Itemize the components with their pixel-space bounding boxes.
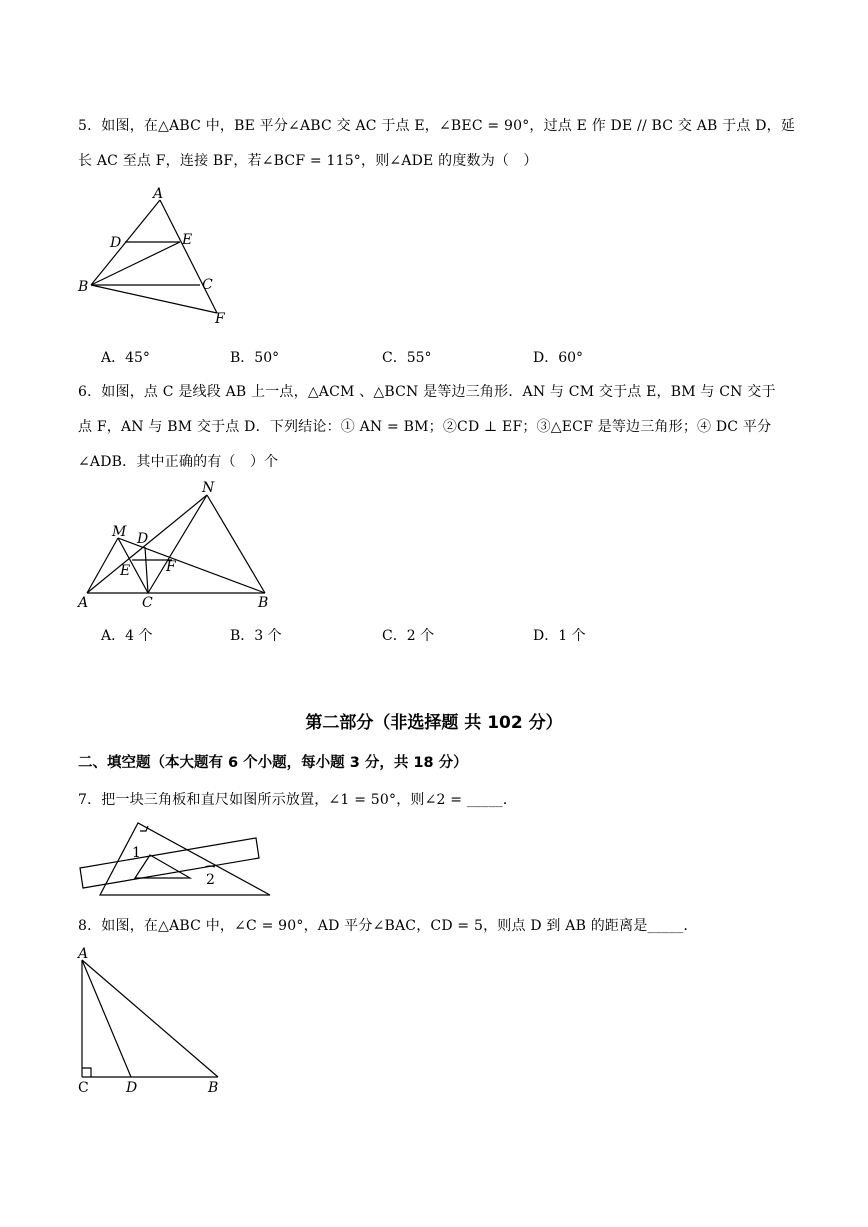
q6-option-a[interactable]: A．4 个 [101, 628, 153, 644]
q6-option-b[interactable]: B．3 个 [230, 628, 282, 644]
q5-label-b: B [78, 279, 89, 295]
q6-option-c[interactable]: C．2 个 [382, 628, 435, 644]
q6-label-c: C [142, 595, 153, 611]
q5-option-b[interactable]: B．50° [230, 350, 280, 366]
q5-text-line2: 长 AC 至点 F，连接 BF，若∠BCF = 115°，则∠ADE 的度数为（ ） [78, 153, 538, 169]
q6-label-a: A [78, 595, 89, 611]
q5-label-d: D [110, 235, 122, 251]
q5-label-c: C [202, 277, 213, 293]
q6-text-line3: ∠ADB．其中正确的有（ ）个 [78, 454, 279, 470]
q8-segment-ad [82, 960, 131, 1077]
q5-option-a[interactable]: A．45° [101, 350, 150, 366]
q5-label-f: F [215, 311, 225, 327]
q8-label-d: D [126, 1080, 138, 1096]
q5-label-e: E [182, 232, 193, 248]
q7-label-angle2: 2 [206, 872, 215, 888]
q6-label-f: F [166, 559, 176, 575]
q8-label-b: B [208, 1080, 219, 1096]
section2-title: 二、填空题（本大题有 6 个小题，每小题 3 分，共 18 分） [78, 755, 468, 771]
q8-text: 8．如图，在△ABC 中，∠C = 90°，AD 平分∠BAC，CD = 5，则点 D 到 AB 的距离是_____． [78, 918, 698, 934]
q6-text-line1: 6．如图，点 C 是线段 AB 上一点，△ACM 、△BCN 是等边三角形．AN 与 CM 交于点 E，BM 与 CN 交于 [78, 384, 776, 400]
q6-option-d[interactable]: D．1 个 [533, 628, 586, 644]
q6-label-n: N [202, 480, 215, 496]
q6-text-line2: 点 F，AN 与 BM 交于点 D．下列结论：① AN = BM；②CD ⊥ EF；③△ECF 是等边三角形；④ DC 平分 [78, 419, 772, 435]
q5-option-d[interactable]: D．60° [533, 350, 584, 366]
q8-label-a: A [78, 946, 89, 962]
q5-text-line1: 5．如图，在△ABC 中，BE 平分∠ABC 交 AC 于点 E，∠BEC = 90°，过点 E 作 DE // BC 交 AB 于点 D，延 [78, 118, 796, 134]
q7-label-angle1: 1 [132, 845, 141, 861]
q6-label-d: D [137, 531, 149, 547]
q8-segment-ab [82, 960, 218, 1077]
q6-label-e: E [120, 563, 131, 579]
part2-title: 第二部分（非选择题 共 102 分） [305, 713, 563, 733]
q5-option-c[interactable]: C．55° [382, 350, 432, 366]
q5-label-a: A [153, 186, 164, 202]
q6-label-m: M [112, 524, 127, 540]
q7-text: 7．把一块三角板和直尺如图所示放置，∠1 = 50°，则∠2 = _____． [78, 792, 518, 808]
q8-label-c: C [78, 1080, 89, 1096]
q8-right-angle-mark [82, 1068, 91, 1077]
q6-label-b: B [258, 595, 269, 611]
